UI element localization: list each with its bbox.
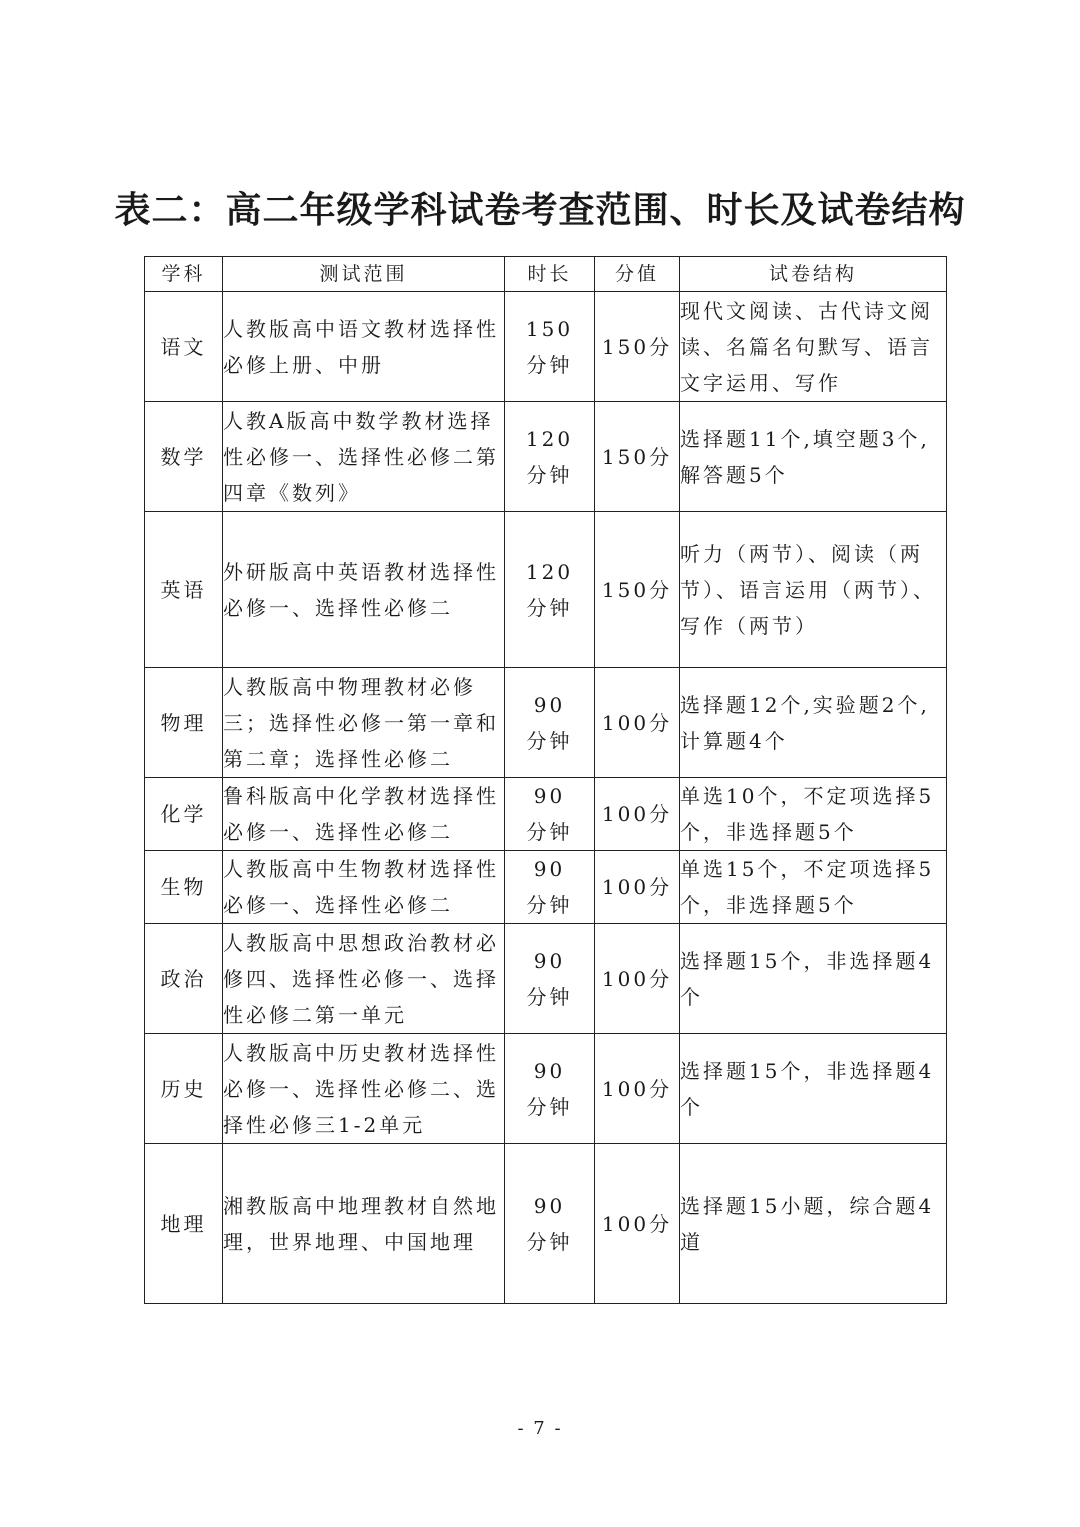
table-row xyxy=(145,1144,947,1304)
page-title: 表二：高二年级学科试卷考查范围、时长及试卷结构 xyxy=(114,189,966,231)
row-scope: 人教A版高中数学教材选择性必修一、选择性必修二第四章《数列》 xyxy=(223,402,505,512)
table-row xyxy=(145,668,947,778)
row-duration xyxy=(505,1144,595,1304)
duration-value: 90 xyxy=(533,857,566,881)
row-subject: 地理 xyxy=(145,1144,223,1304)
row-structure: 单选15个，不定项选择5个，非选择题5个 xyxy=(680,851,947,924)
duration-unit: 分钟 xyxy=(526,893,573,917)
duration-value: 120 xyxy=(525,426,574,451)
table-row xyxy=(145,402,947,512)
header-duration: 时长 xyxy=(505,257,595,292)
page-number: - 7 - xyxy=(517,1418,563,1439)
row-duration xyxy=(505,402,595,512)
row-subject: 英语 xyxy=(145,512,223,668)
header-scope: 测试范围 xyxy=(223,257,505,292)
row-structure: 选择题15个，非选择题4个 xyxy=(680,924,947,1034)
row-score: 100分 xyxy=(595,1034,680,1144)
row-structure: 听力（两节）、阅读（两节）、语言运用（两节）、写作（两节） xyxy=(680,512,947,668)
row-score: 150分 xyxy=(595,512,680,668)
duration-unit: 分钟 xyxy=(526,820,573,844)
table-row xyxy=(145,851,947,924)
row-structure: 单选10个，不定项选择5个，非选择题5个 xyxy=(680,778,947,851)
row-structure: 选择题12个,实验题2个,计算题4个 xyxy=(680,668,947,778)
row-score: 150分 xyxy=(595,402,680,512)
row-score: 100分 xyxy=(595,1144,680,1304)
header-structure: 试卷结构 xyxy=(680,257,947,292)
table-header-row xyxy=(145,257,947,292)
row-duration xyxy=(505,668,595,778)
duration-value: 120 xyxy=(525,559,574,584)
row-scope: 人教版高中思想政治教材必修四、选择性必修一、选择性必修二第一单元 xyxy=(223,924,505,1034)
row-duration xyxy=(505,851,595,924)
row-duration xyxy=(505,512,595,668)
duration-unit: 分钟 xyxy=(526,352,573,377)
table-row xyxy=(145,778,947,851)
row-scope: 人教版高中物理教材必修三；选择性必修一第一章和第二章；选择性必修二 xyxy=(223,668,505,778)
duration-value: 90 xyxy=(533,948,566,973)
table-row xyxy=(145,292,947,402)
header-score: 分值 xyxy=(595,257,680,292)
row-score: 100分 xyxy=(595,851,680,924)
row-subject: 历史 xyxy=(145,1034,223,1144)
row-scope: 外研版高中英语教材选择性必修一、选择性必修二 xyxy=(223,512,505,668)
row-score: 150分 xyxy=(595,292,680,402)
row-scope: 湘教版高中地理教材自然地理，世界地理、中国地理 xyxy=(223,1144,505,1304)
row-subject: 语文 xyxy=(145,292,223,402)
duration-value: 90 xyxy=(533,784,566,808)
duration-unit: 分钟 xyxy=(526,1229,573,1254)
row-scope: 鲁科版高中化学教材选择性必修一、选择性必修二 xyxy=(223,778,505,851)
duration-unit: 分钟 xyxy=(526,595,573,620)
row-duration xyxy=(505,924,595,1034)
duration-value: 90 xyxy=(533,1058,566,1083)
row-subject: 生物 xyxy=(145,851,223,924)
exam-structure-table xyxy=(144,256,947,1304)
row-score: 100分 xyxy=(595,778,680,851)
row-scope: 人教版高中生物教材选择性必修一、选择性必修二 xyxy=(223,851,505,924)
row-subject: 化学 xyxy=(145,778,223,851)
duration-unit: 分钟 xyxy=(526,728,573,753)
row-subject: 政治 xyxy=(145,924,223,1034)
duration-value: 150 xyxy=(525,316,574,341)
duration-value: 90 xyxy=(533,692,566,717)
row-score: 100分 xyxy=(595,924,680,1034)
row-score: 100分 xyxy=(595,668,680,778)
row-subject: 物理 xyxy=(145,668,223,778)
row-structure: 选择题11个,填空题3个,解答题5个 xyxy=(680,402,947,512)
row-duration xyxy=(505,1034,595,1144)
duration-unit: 分钟 xyxy=(526,462,573,487)
duration-value: 90 xyxy=(533,1193,566,1218)
row-scope: 人教版高中语文教材选择性必修上册、中册 xyxy=(223,292,505,402)
table-row xyxy=(145,1034,947,1144)
row-structure: 选择题15小题，综合题4道 xyxy=(680,1144,947,1304)
row-duration xyxy=(505,292,595,402)
row-scope: 人教版高中历史教材选择性必修一、选择性必修二、选择性必修三1-2单元 xyxy=(223,1034,505,1144)
row-duration xyxy=(505,778,595,851)
table-row xyxy=(145,924,947,1034)
row-subject: 数学 xyxy=(145,402,223,512)
duration-unit: 分钟 xyxy=(526,1094,573,1119)
table-row xyxy=(145,512,947,668)
header-subject: 学科 xyxy=(145,257,223,292)
duration-unit: 分钟 xyxy=(526,984,573,1009)
row-structure: 选择题15个，非选择题4个 xyxy=(680,1034,947,1144)
row-structure: 现代文阅读、古代诗文阅读、名篇名句默写、语言文字运用、写作 xyxy=(680,292,947,402)
